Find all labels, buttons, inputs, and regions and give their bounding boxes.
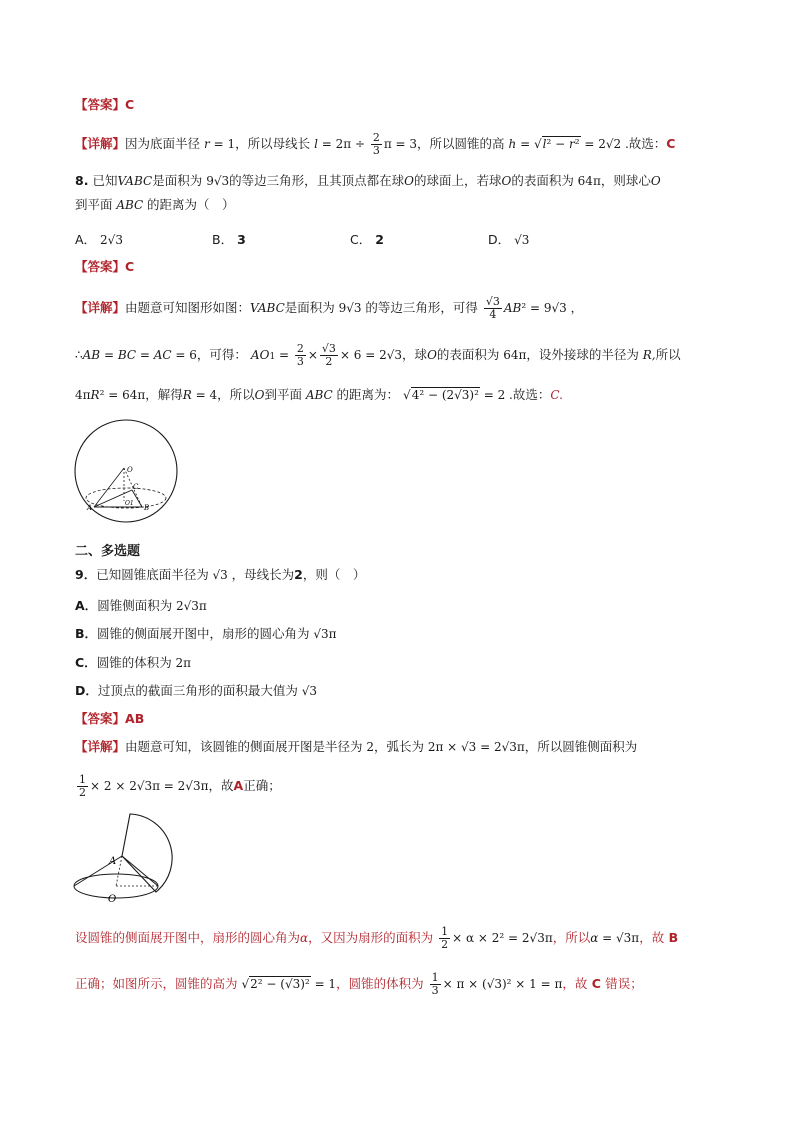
answer-label: 【答案】: [75, 711, 126, 726]
section-heading: 二、多选题: [75, 544, 141, 559]
detail-text: 正确；: [243, 778, 281, 793]
option-label: B．: [212, 232, 234, 247]
option-text: 圆锥的体积为: [96, 655, 172, 670]
q8-stem-line1: 8. 已知VABC是面积为 9√3的等边三角形，且其顶点都在球O的球面上，若球O的表面积为 64π，则球心O: [75, 173, 661, 188]
detail-text: 所以: [655, 347, 681, 362]
detail-text: ，故: [208, 778, 234, 793]
q8-detail-line3: 4πR² = 64π，解得R = 4，所以O到平面 ABC 的距离为： √4² − (2√3)² = 2 .故选：C.: [75, 387, 563, 402]
detail-text: 错误；: [605, 976, 643, 991]
answer-value: C: [125, 97, 135, 112]
stem-text: 的距离为（ ）: [147, 197, 235, 212]
detail-text: 的距离为：: [336, 387, 400, 402]
detail-text: 的表面积为: [436, 347, 500, 362]
stem-text: 已知圆锥底面半径为: [96, 567, 209, 582]
answer-value: AB: [125, 711, 145, 726]
q9-option-c: C．圆锥的体积为 2π: [75, 655, 192, 670]
q8-option-a: [75, 230, 123, 248]
question-number: 8.: [75, 173, 89, 188]
option-label: B．: [75, 626, 98, 641]
stem-text: 是面积为: [152, 173, 203, 188]
detail-text: 设圆锥的侧面展开图中，扇形的圆心角为: [75, 930, 301, 945]
stem-text: ，则球心: [600, 173, 651, 188]
detail-text: ，故: [562, 976, 588, 991]
detail-text: 由题意可知，该圆锥的侧面展开图是半径为: [125, 739, 363, 754]
detail-text: ，设外接球的半径为: [526, 347, 639, 362]
detail-text: 到平面: [264, 387, 302, 402]
q7-answer: [75, 96, 134, 114]
label-a: A: [109, 856, 117, 867]
label-o: O: [108, 894, 117, 905]
detail-label: 【详解】: [75, 136, 126, 151]
q8-option-c: [350, 230, 384, 248]
option-label: C．: [75, 655, 97, 670]
q9-detail-line2: $\frac{1}{2}$ × 2 × 2√3π = 2√3π，故A正确；: [79, 773, 281, 799]
label-a: A: [87, 504, 93, 512]
detail-text: ，解得: [145, 387, 183, 402]
detail-label: 【详解】: [75, 739, 126, 754]
detail-text: ，所以母线长: [235, 136, 311, 151]
stem-text: 的表面积为: [511, 173, 574, 188]
q9-detail-line3: 设圆锥的侧面展开图中，扇形的圆心角为α，又因为扇形的面积为 $\frac{1}{2}$ × α × 2² = 2√3π，所以α = √3π，故 B: [75, 925, 679, 951]
stem-text: 已知: [92, 173, 118, 188]
detail-text: ，可得：: [196, 347, 247, 362]
option-label: D．: [75, 683, 98, 698]
detail-text: 的等边三角形，可得: [365, 300, 478, 315]
stem-text: ，则（ ）: [302, 567, 366, 582]
detail-text: ，所以圆锥的高: [417, 136, 505, 151]
q9-stem: 9．已知圆锥底面半径为 √3 ，母线长为2，则（ ）: [75, 567, 366, 582]
label-c: C: [133, 483, 139, 491]
option-value: √3: [514, 233, 530, 247]
q9-option-b: B．圆锥的侧面展开图中，扇形的圆心角为 √3π: [75, 626, 337, 641]
q7-detail: 【详解】因为底面半径 r = 1，所以母线长 l = 2π ÷ $\frac{2}{3}$ π = 3，所以圆锥的高 h = √l² − r² = 2√2 .故选：C: [75, 131, 676, 157]
answer-label: 【答案】: [75, 259, 126, 274]
option-value: 3: [237, 232, 246, 247]
detail-text: 故选：: [512, 387, 551, 402]
detail-text: ，球: [402, 347, 428, 362]
q8-stem-line2: 到平面 ABC 的距离为（ ）: [75, 197, 235, 212]
question-number: 9．: [75, 567, 97, 582]
detail-text: 由题意可知图形如图：: [125, 300, 251, 315]
stem-text: ，母线长为: [231, 567, 295, 582]
detail-text: 正确；如图所示，圆锥的高为: [75, 976, 238, 991]
q9-detail-line1: 【详解】由题意可知，该圆锥的侧面展开图是半径为 2，弧长为 2π × √3 = 2√3π，所以圆锥侧面积为: [75, 739, 638, 754]
detail-label: 【详解】: [75, 300, 126, 315]
q9-answer: [75, 710, 144, 728]
detail-text: 是面积为: [284, 300, 335, 315]
detail-text: 因为底面半径: [125, 136, 201, 151]
option-text: 圆锥侧面积为: [97, 598, 173, 613]
stem-text: 到平面: [75, 197, 113, 212]
detail-choice: C.: [550, 388, 563, 402]
detail-choice: C: [666, 136, 676, 151]
option-text: 过顶点的截面三角形的面积最大值为: [97, 683, 298, 698]
detail-text: ，所以: [552, 930, 591, 945]
answer-label: 【答案】: [75, 97, 126, 112]
option-text: 圆锥的侧面展开图中，扇形的圆心角为: [97, 626, 310, 641]
option-label: A．: [75, 232, 97, 247]
option-value: 2: [375, 232, 384, 247]
detail-text: ，圆锥的体积为: [336, 976, 424, 991]
q9-option-a: A．圆锥侧面积为 2√3π: [75, 598, 207, 613]
stem-text: 的等边三角形，且其顶点都在球: [229, 173, 405, 188]
detail-text: ，所以: [217, 387, 255, 402]
q8-option-b: [212, 230, 246, 248]
option-label: C．: [350, 232, 372, 247]
option-label: D．: [488, 232, 511, 247]
detail-text: ，弧长为: [373, 739, 424, 754]
answer-value: C: [125, 259, 135, 274]
q9-option-d: D．过顶点的截面三角形的面积最大值为 √3: [75, 683, 318, 698]
sphere-figure: [72, 418, 180, 524]
option-label: A．: [75, 598, 98, 613]
label-o: O: [127, 466, 133, 474]
label-b: B: [144, 504, 150, 512]
q8-detail-line1: 【详解】由题意可知图形如图：VABC是面积为 9√3 的等边三角形，可得 $\frac{√3}{4}$ AB² = 9√3 ，: [75, 295, 583, 321]
detail-text: ，又因为扇形的面积为: [308, 930, 434, 945]
detail-text: ，所以圆锥侧面积为: [524, 739, 638, 754]
option-value: 2√3: [100, 233, 123, 247]
q8-option-d: [488, 230, 529, 248]
q8-detail-line2: ∴AB = BC = AC = 6，可得： AO1 = $\frac{2}{3}$ × $\frac{√3}{2}$ × 6 = 2√3，球O的表面积为 64π，设外接球的半径为 R,所以: [75, 342, 681, 368]
stem-text: 的球面上，若球: [413, 173, 502, 188]
label-o1: O1: [125, 500, 134, 507]
q9-detail-line4: 正确；如图所示，圆锥的高为 √2² − (√3)² = 1，圆锥的体积为 $\frac{1}{3}$ × π × (√3)² × 1 = π，故 C 错误；: [75, 971, 643, 997]
detail-text: ，故: [639, 930, 665, 945]
detail-text: 故选：: [628, 136, 667, 151]
q8-answer: [75, 258, 134, 276]
cone-figure: [72, 810, 176, 906]
